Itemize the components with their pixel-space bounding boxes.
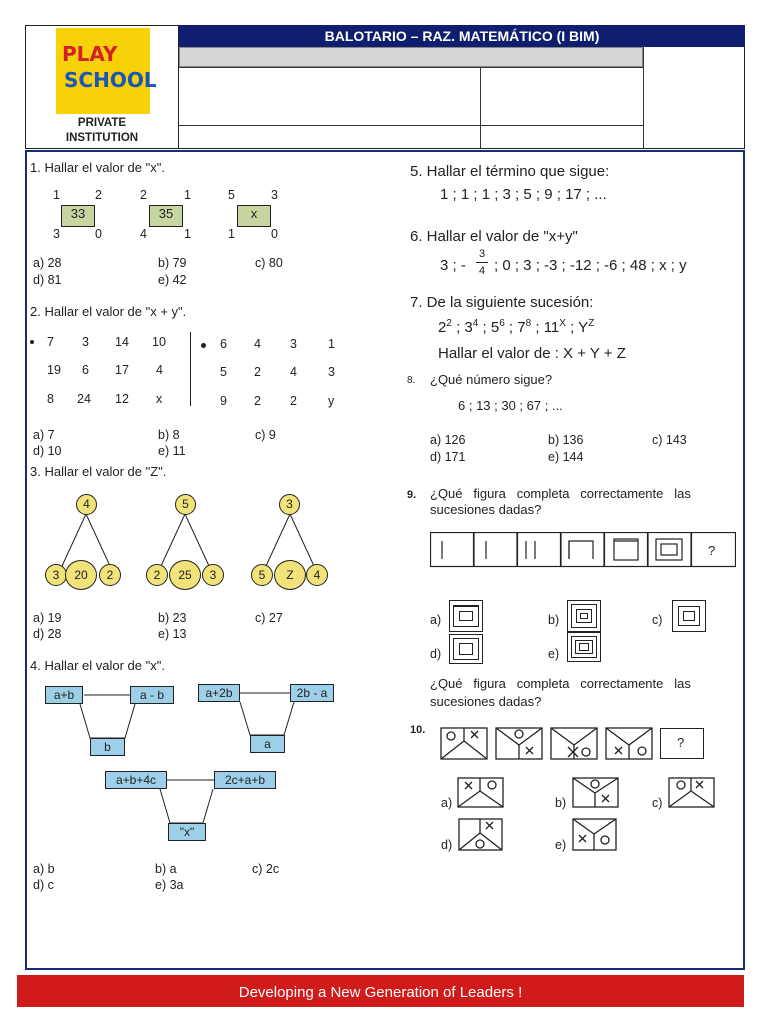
q6-denominator: 4 <box>479 265 486 277</box>
q8-option: e) 144 <box>548 450 584 464</box>
q3-circle: 4 <box>76 494 97 515</box>
q1-title: 1. Hallar el valor de "x". <box>30 160 165 175</box>
header-divider <box>643 47 644 149</box>
bullet-icon <box>201 343 206 348</box>
q3-circle: 3 <box>279 494 300 515</box>
q2-cell: x <box>156 392 163 406</box>
q7-exp: 4 <box>472 318 479 329</box>
logo-school-text: SCHOOL <box>64 68 157 92</box>
q10-option-d-figure <box>458 818 504 852</box>
q1-option: a) 28 <box>33 256 62 270</box>
q9-option: b) <box>548 613 560 627</box>
q8-option: d) 171 <box>430 450 466 464</box>
q7-base: 5 <box>490 319 500 336</box>
q4-box: a+2b <box>198 684 240 702</box>
q10-option: e) <box>555 838 567 852</box>
q9-title-line2: sucesiones dadas? <box>430 502 542 517</box>
q4-box: b <box>90 738 125 756</box>
q3-circle: 5 <box>251 564 273 586</box>
q9-option-c-figure <box>672 600 706 632</box>
q9-option: a) <box>430 613 442 627</box>
q1-option: e) 42 <box>158 273 187 287</box>
q2-option: c) 9 <box>255 428 276 442</box>
q2-cell: 3 <box>328 365 335 379</box>
q10-option-b-figure <box>572 777 620 809</box>
square-icon <box>459 643 473 655</box>
q1-num: 1 <box>184 227 191 241</box>
q4-option: c) 2c <box>252 862 280 876</box>
q4-option: b) a <box>155 862 177 876</box>
q2-option: d) 10 <box>33 444 62 458</box>
q7-exp: 8 <box>525 318 532 329</box>
header-line <box>179 125 643 126</box>
q2-cell: 4 <box>156 363 163 377</box>
q2-cell: 3 <box>82 335 89 349</box>
q1-num: 0 <box>271 227 278 241</box>
q8-option: c) 143 <box>652 433 687 447</box>
q1-box: 33 <box>61 205 95 227</box>
q1-option: b) 79 <box>158 256 187 270</box>
q2-option: b) 8 <box>158 428 180 442</box>
q4-box: a+b+4c <box>105 771 167 789</box>
q9-title-line1: ¿Qué figura completa correctamente las <box>430 486 691 501</box>
q7-base: 2 <box>438 319 447 336</box>
header-divider <box>480 67 481 149</box>
q1-box: x <box>237 205 271 227</box>
q9-option-e-figure <box>567 632 601 662</box>
q3-option: d) 28 <box>33 627 62 641</box>
q5-title: 5. Hallar el término que sigue: <box>410 163 610 180</box>
q4-box: 2b - a <box>290 684 334 702</box>
q10-option-e-figure <box>572 818 618 852</box>
q10-sequence-figures <box>440 727 660 761</box>
q4-box: a - b <box>130 686 174 704</box>
q2-cell: y <box>328 394 335 408</box>
q2-cell: 2 <box>254 365 261 379</box>
q9-option: d) <box>430 647 442 661</box>
q2-cell: 9 <box>220 394 227 408</box>
q9-option: e) <box>548 647 560 661</box>
q8-title: ¿Qué número sigue? <box>430 372 553 387</box>
q4-option: e) 3a <box>155 878 184 892</box>
q3-option: e) 13 <box>158 627 187 641</box>
q3-circle: 20 <box>65 560 97 590</box>
q4-box: "x" <box>168 823 206 841</box>
q7-exp: 2 <box>446 318 452 329</box>
q3-circle: 2 <box>99 564 121 586</box>
square-icon <box>683 611 695 621</box>
q10-option: a) <box>441 796 453 810</box>
q7-terms: $2^2$ ; $3^4$ ; $5^6$ ; $7^8$ ; $11^X$ ; $Y^Z$ <box>438 318 595 336</box>
q3-circle: Z <box>274 560 306 590</box>
q8-sequence: 6 ; 13 ; 30 ; 67 ; ... <box>458 398 563 413</box>
q2-title: 2. Hallar el valor de "x + y". <box>30 304 187 319</box>
q8-option: b) 136 <box>548 433 584 447</box>
q10-number: 10. <box>410 724 426 736</box>
q1-num: 2 <box>140 188 147 202</box>
school-logo <box>56 28 157 114</box>
q3-option: b) 23 <box>158 611 187 625</box>
name-field-bar <box>179 47 643 67</box>
q9-option-a-figure <box>449 600 483 632</box>
q2-cell: 10 <box>152 335 166 349</box>
q9-option-d-figure <box>449 634 483 664</box>
q1-num: 1 <box>53 188 60 202</box>
q9-option-b-figure <box>567 600 601 632</box>
q10-unknown: ? <box>677 735 685 750</box>
q8-number: 8. <box>407 375 416 386</box>
q3-circle: 3 <box>45 564 67 586</box>
q2-cell: 17 <box>115 363 129 377</box>
q2-cell: 6 <box>220 337 227 351</box>
q2-cell: 4 <box>290 365 297 379</box>
header-line <box>179 67 643 68</box>
q7-base: 11 <box>543 319 560 336</box>
q10-option: c) <box>652 796 663 810</box>
q10-option-a-figure <box>457 777 505 809</box>
q1-num: 3 <box>271 188 278 202</box>
q7-base: 3 <box>464 319 473 336</box>
q2-cell: 4 <box>254 337 261 351</box>
q7-base: 7 <box>517 319 526 336</box>
q1-option: c) 80 <box>255 256 283 270</box>
q2-cell: 14 <box>115 335 129 349</box>
q1-num: 0 <box>95 227 102 241</box>
q9-number: 9. <box>407 489 417 501</box>
q7-exp: 6 <box>499 318 505 329</box>
q9-option: c) <box>652 613 663 627</box>
footer-banner: Developing a New Generation of Leaders ! <box>17 975 744 1007</box>
q4-box: 2c+a+b <box>214 771 276 789</box>
q2-cell: 19 <box>47 363 61 377</box>
q4-title: 4. Hallar el valor de "x". <box>30 658 165 673</box>
q2-cell: 2 <box>290 394 297 408</box>
q6-title: 6. Hallar el valor de "x+y" <box>410 228 578 245</box>
q2-cell: 12 <box>115 392 129 406</box>
q2-cell: 3 <box>290 337 297 351</box>
institution-line2: INSTITUTION <box>65 132 139 144</box>
square-icon <box>580 613 588 619</box>
q1-num: 2 <box>95 188 102 202</box>
square-icon <box>579 643 589 651</box>
q5-sequence: 1 ; 1 ; 1 ; 3 ; 5 ; 9 ; 17 ; ... <box>440 186 607 203</box>
q10-title-line2: sucesiones dadas? <box>430 694 542 709</box>
fraction-bar <box>476 262 488 263</box>
q8-option: a) 126 <box>430 433 466 447</box>
q3-option: a) 19 <box>33 611 62 625</box>
q7-exp: Z <box>588 318 595 329</box>
q4-box: a+b <box>45 686 83 704</box>
q3-circle: 3 <box>202 564 224 586</box>
q3-title: 3. Hallar el valor de "Z". <box>30 464 167 479</box>
q10-option: b) <box>555 796 567 810</box>
institution-line1: PRIVATE <box>77 117 127 129</box>
q2-divider <box>190 332 191 406</box>
q2-cell: 5 <box>220 365 227 379</box>
q1-num: 1 <box>184 188 191 202</box>
q7-base: Y <box>578 319 589 336</box>
q6-prefix: 3 ; - <box>440 257 466 274</box>
q1-num: 5 <box>228 188 235 202</box>
q4-box: a <box>250 735 285 753</box>
q3-circle: 2 <box>146 564 168 586</box>
bullet-icon <box>30 340 34 344</box>
q1-num: 4 <box>140 227 147 241</box>
q2-cell: 2 <box>254 394 261 408</box>
q2-cell: 1 <box>328 337 335 351</box>
page-title: BALOTARIO – RAZ. MATEMÁTICO (I BIM) <box>179 25 745 47</box>
q1-box: 35 <box>149 205 183 227</box>
q10-title-line1: ¿Qué figura completa correctamente las <box>430 676 691 691</box>
q2-cell: 8 <box>47 392 54 406</box>
square-icon <box>459 611 473 621</box>
q10-option: d) <box>441 838 453 852</box>
q9-sequence-figures <box>430 532 736 568</box>
q7-exp: X <box>559 318 566 329</box>
q2-cell: 6 <box>82 363 89 377</box>
logo-play-text: PLAY <box>62 42 118 66</box>
q7-title: 7. De la siguiente sucesión: <box>410 294 594 311</box>
q2-cell: 7 <box>47 335 54 349</box>
q3-option: c) 27 <box>255 611 283 625</box>
q3-circle: 25 <box>169 560 201 590</box>
q2-option: a) 7 <box>33 428 55 442</box>
q6-numerator: 3 <box>479 248 486 260</box>
q3-circle: 4 <box>306 564 328 586</box>
q10-option-c-figure <box>668 777 716 809</box>
q1-num: 3 <box>53 227 60 241</box>
q4-option: a) b <box>33 862 55 876</box>
q3-circle: 5 <box>175 494 196 515</box>
q2-option: e) 11 <box>158 444 186 458</box>
q4-option: d) c <box>33 878 54 892</box>
q9-unknown: ? <box>708 543 716 558</box>
q7-question: Hallar el valor de : X + Y + Z <box>438 345 626 362</box>
q6-suffix: ; 0 ; 3 ; -3 ; -12 ; -6 ; 48 ; x ; y <box>494 257 687 274</box>
q1-num: 1 <box>228 227 235 241</box>
q2-cell: 24 <box>77 392 91 406</box>
q1-option: d) 81 <box>33 273 62 287</box>
